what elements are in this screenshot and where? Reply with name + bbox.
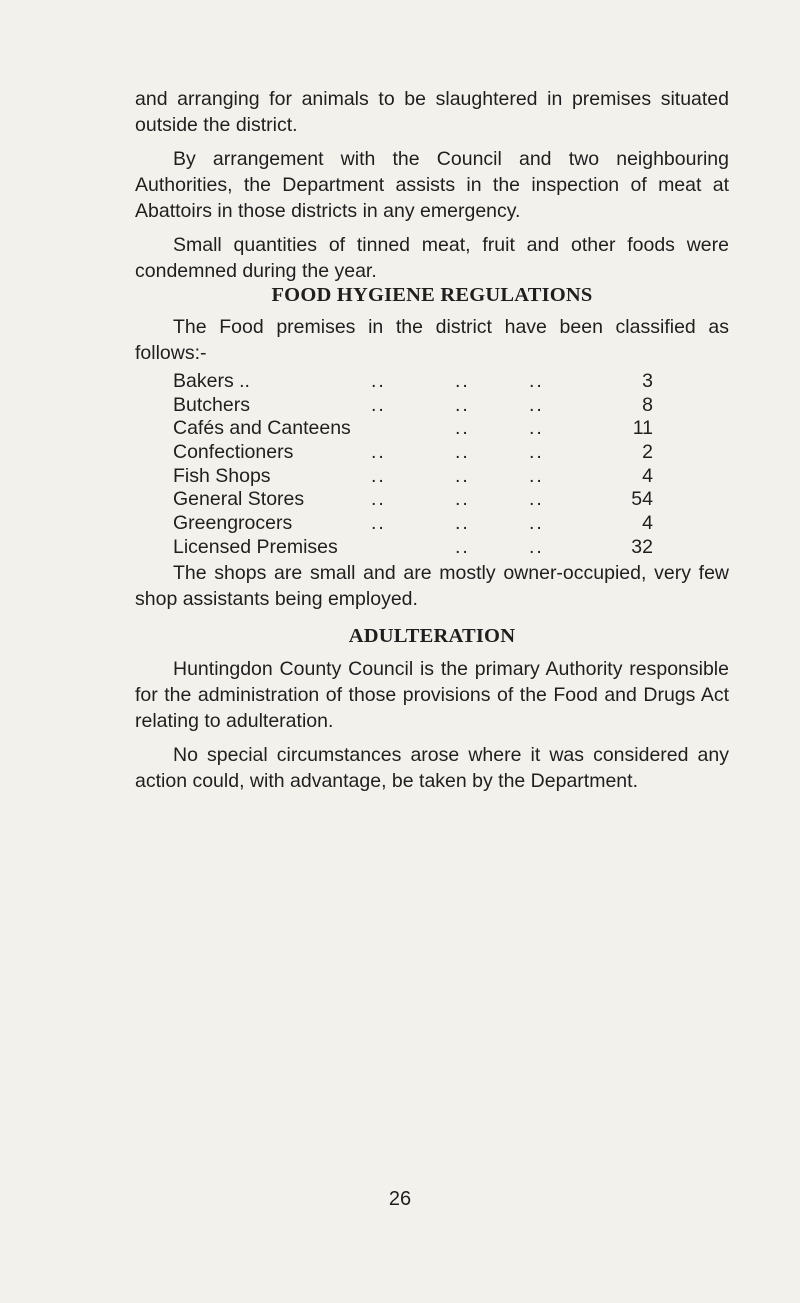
leader-dots: .. [455, 488, 470, 511]
food-hygiene-intro: The Food premises in the district have been classified as follows:- [135, 316, 729, 364]
list-item [173, 370, 653, 394]
adulteration-paragraph-1: Huntingdon County Council is the primary Authority responsible for the administration of those provisions of the Food and Drugs Act relating to adulteration. [135, 658, 729, 732]
leader-dots: .. [455, 512, 470, 535]
leader-dots: .. [529, 441, 544, 464]
leader-dots: .. [371, 512, 386, 535]
premises-name: Fish Shops [173, 464, 271, 487]
leader-dots: .. [529, 417, 544, 440]
intro-section [135, 86, 729, 284]
premises-count: 8 [642, 393, 653, 416]
food-hygiene-closing-block [135, 560, 729, 612]
premises-name: General Stores [173, 488, 305, 511]
premises-name: Bakers .. [173, 370, 250, 392]
leader-dots: .. [529, 488, 544, 511]
adulteration-heading: ADULTERATION [348, 625, 516, 647]
leader-dots: .. [371, 488, 386, 511]
leader-dots: .. [529, 370, 544, 392]
list-item [173, 441, 653, 465]
list-item [173, 512, 653, 536]
premises-count: 4 [642, 464, 653, 487]
premises-count: 54 [631, 488, 653, 511]
leader-dots: .. [371, 464, 386, 487]
leader-dots: .. [371, 441, 386, 464]
premises-list [173, 370, 653, 560]
list-item [173, 465, 653, 489]
leader-dots: .. [529, 535, 544, 558]
food-hygiene-heading: FOOD HYGIENE REGULATIONS [271, 284, 593, 306]
leader-dots: .. [529, 464, 544, 487]
intro-paragraph-1: and arranging for animals to be slaughtered in premises situated outside the district. [135, 88, 729, 136]
list-item [173, 488, 653, 512]
food-hygiene-closing: The shops are small and are mostly owner-occupied, very few shop assistants being employed. [135, 562, 729, 610]
premises-count: 32 [631, 535, 653, 558]
list-item [173, 394, 653, 418]
intro-paragraph-2: By arrangement with the Council and two neighbouring Authorities, the Department assists in the inspection of meat at Abattoirs in those districts in any emergency. [135, 148, 729, 222]
food-hygiene-intro-block [135, 314, 729, 366]
leader-dots: .. [371, 370, 386, 392]
leader-dots: .. [455, 370, 470, 392]
leader-dots: .. [455, 535, 470, 558]
leader-dots: .. [371, 393, 386, 416]
page-number: 26 [388, 1188, 412, 1210]
leader-dots: .. [455, 441, 470, 464]
list-item [173, 536, 653, 560]
premises-name: Cafés and Canteens [173, 417, 351, 440]
list-item [173, 417, 653, 441]
leader-dots: .. [455, 393, 470, 416]
leader-dots: .. [455, 464, 470, 487]
premises-name: Butchers [173, 393, 250, 416]
premises-count: 3 [642, 370, 653, 392]
leader-dots: .. [529, 512, 544, 535]
premises-count: 4 [642, 512, 653, 535]
premises-count: 2 [642, 441, 653, 464]
adulteration-paragraph-2: No special circumstances arose where it was considered any action could, with advantage, be taken by the Department. [135, 744, 729, 792]
adulteration-section [135, 656, 729, 794]
intro-paragraph-3: Small quantities of tinned meat, fruit and other foods were condemned during the year. [135, 234, 729, 282]
premises-name: Licensed Premises [173, 535, 338, 558]
premises-name: Greengrocers [173, 512, 293, 535]
leader-dots: .. [455, 417, 470, 440]
leader-dots: .. [529, 393, 544, 416]
premises-name: Confectioners [173, 441, 294, 464]
premises-count: 11 [632, 417, 653, 440]
